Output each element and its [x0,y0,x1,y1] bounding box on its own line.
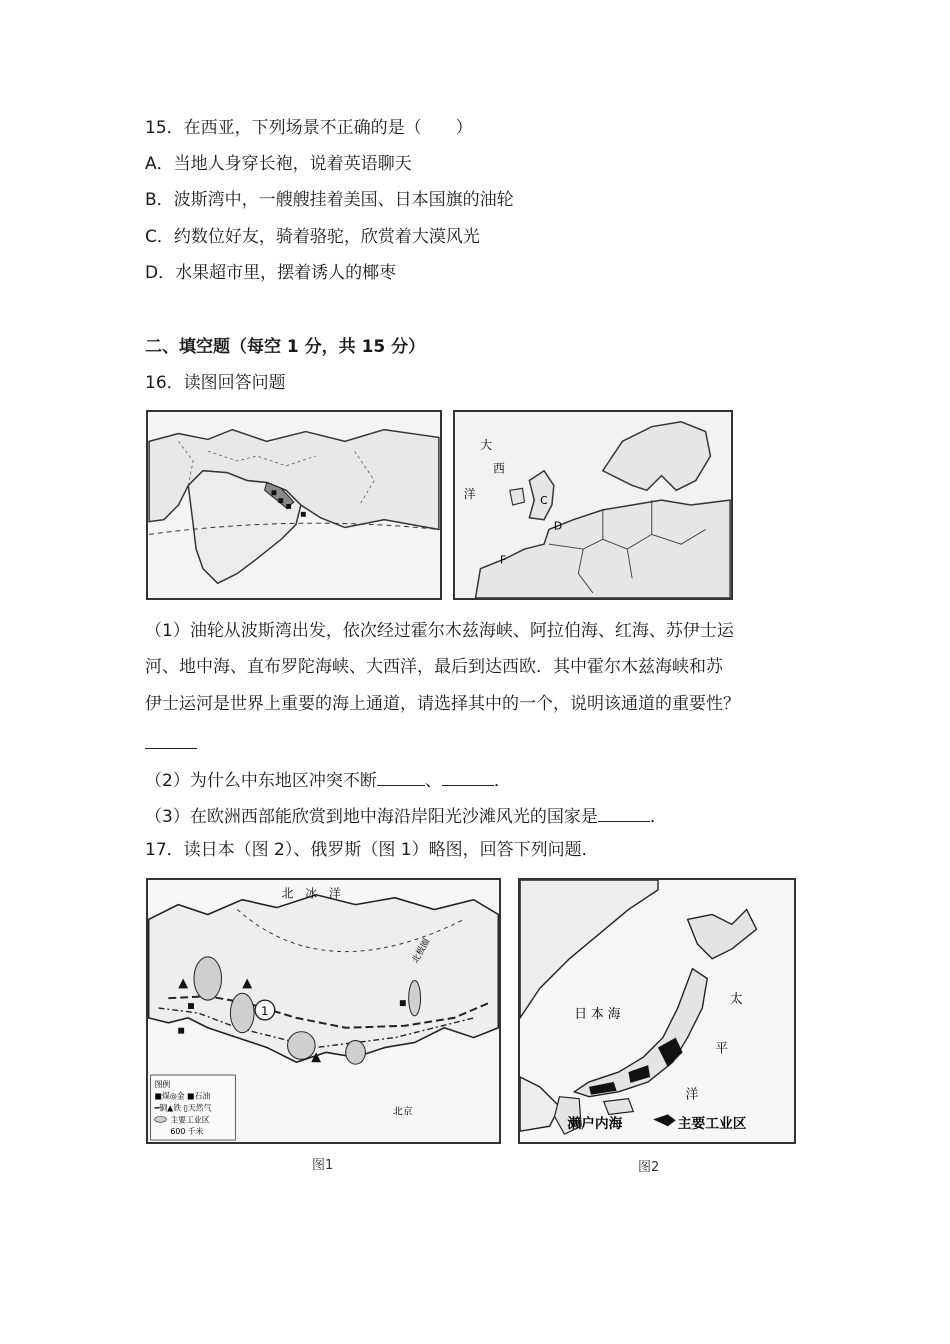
japan-map-ocean-char-2: 平 [715,1041,728,1057]
russia-map-legend-title: 图例 [154,1079,171,1089]
russia-map-beijing-label: 北京 [392,1106,413,1118]
japan-map-ocean-char-1: 太 [729,992,743,1008]
q16-sub1-line2: 河、地中海、直布罗陀海峡、大西洋，最后到达西欧．其中霍尔木兹海峡和苏 [145,657,723,677]
japan-map-inland-sea-label: 濑户内海 [567,1116,623,1133]
figure-1-caption: 图1 [312,1158,334,1173]
russia-map-legend-row3: 主要工业区 [170,1115,210,1125]
q17-stem: 17．读日本（图 2）、俄罗斯（图 1）略图，回答下列问题． [145,840,599,860]
q16-sub2-blank-2[interactable] [442,767,494,786]
q16-sub1-line3: 伊士运河是世界上重要的海上通道，请选择其中的一个，说明该通道的重要性？ [145,694,740,714]
figure-2-caption: 图2 [638,1160,660,1175]
q16-sub2 [145,767,511,792]
q16-sub2-end: ． [493,771,511,791]
q16-sub1-answer-line[interactable] [145,730,197,755]
q16-sub2-text: （2）为什么中东地区冲突不断 [145,771,377,791]
europe-map-label-xi: 西 [493,461,505,476]
q16-sub2-separator: 、 [424,771,442,791]
russia-map-legend-row4: 600 千米 [170,1127,204,1137]
q15-stem: 15．在西亚，下列场景不正确的是（ ） [145,118,473,138]
q16-sub2-blank-1[interactable] [377,767,425,786]
q15-option-b: B．波斯湾中，一艘艘挂着美国、日本国旗的油轮 [145,190,514,210]
europe-map-label-c: C [540,494,548,508]
section-2-title: 二、填空题（每空 1 分，共 15 分） [145,337,426,357]
q15-option-d: D．水果超市里，摆着诱人的椰枣 [145,263,397,283]
russia-map-drawing [148,880,499,1142]
japan-map [518,878,796,1144]
q16-sub1-blank[interactable] [145,730,197,749]
japan-map-sea-label: 日本海 [574,1006,625,1022]
q16-sub3-blank[interactable] [598,803,650,822]
q15-option-a: A．当地人身穿长袍，说着英语聊天 [145,154,412,174]
q16-sub3-text: （3）在欧洲西部能欣赏到地中海沿岸阳光沙滩风光的国家是 [145,807,598,827]
europe-map-label-da: 大 [480,438,493,453]
japan-map-drawing [520,880,794,1142]
europe-map-drawing [455,412,731,598]
q16-sub1-line1: （1）油轮从波斯湾出发，依次经过霍尔木兹海峡、阿拉伯海、红海、苏伊士运 [145,621,734,641]
russia-map-arctic-circle-label: 北极圈 [410,937,433,966]
europe-map-label-f: F [500,553,507,567]
europe-map-label-yang: 洋 [463,487,476,502]
japan-map-ocean-char-3: 洋 [685,1087,699,1103]
russia-map-legend-row1: ■煤◎金 ■石油 [154,1091,211,1101]
russia-map-marker-1: 1 [260,1003,269,1018]
q16-sub3 [145,803,667,828]
europe-map-label-d: D [553,519,563,533]
q15-option-c: C．约数位好友，骑着骆驼，欣赏着大漠风光 [145,227,480,247]
russia-map [146,878,501,1144]
japan-map-legend-swatch [653,1114,676,1126]
japan-map-legend-label: 主要工业区 [677,1116,747,1133]
west-asia-map-drawing [148,412,440,598]
west-asia-map [146,410,442,600]
q16-sub3-end: ． [649,807,667,827]
russia-map-ocean-label: 北 冰 洋 [281,886,341,901]
russia-map-legend-row2: ━铜▲铁 ▯天然气 [154,1103,212,1113]
europe-map [453,410,733,600]
q16-stem: 16．读图回答问题 [145,373,286,393]
